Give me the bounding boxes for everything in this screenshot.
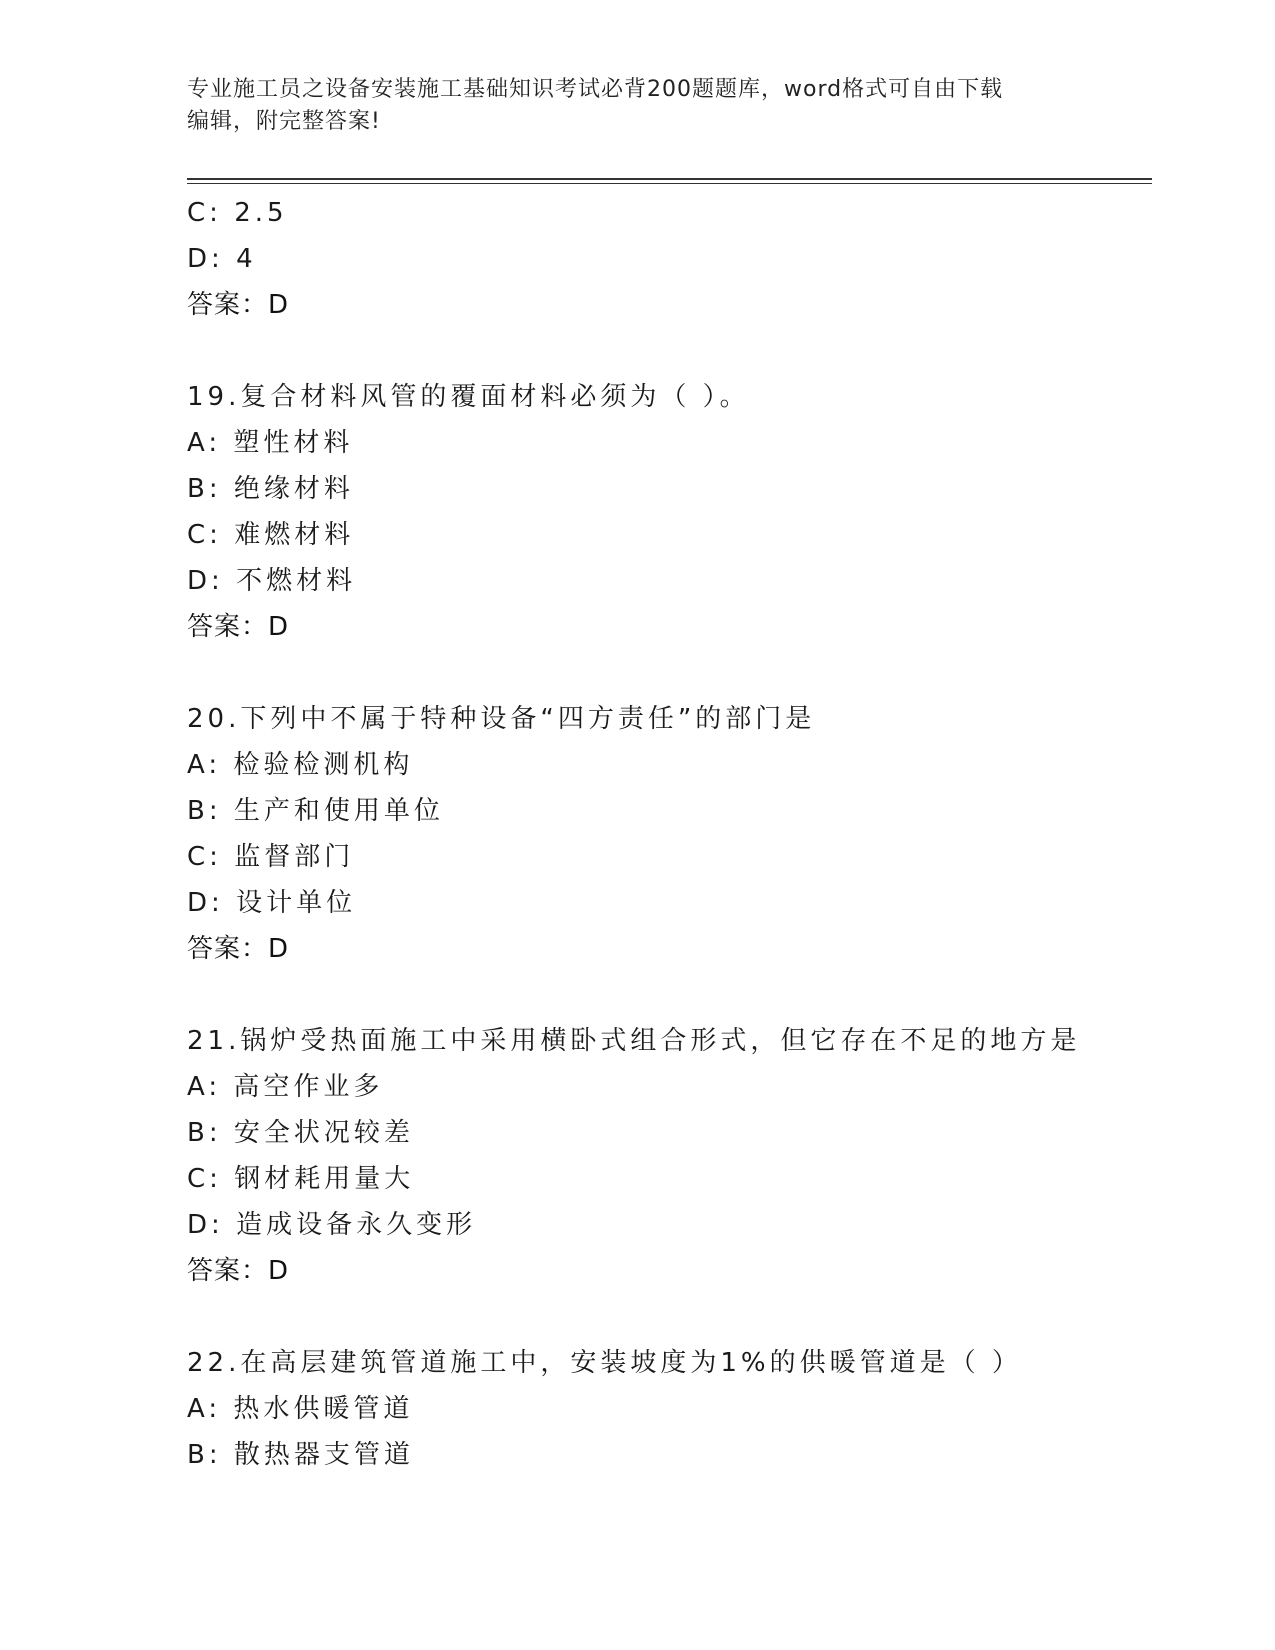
header-line-1: 专业施工员之设备安装施工基础知识考试必背200题题库，word格式可自由下载 [187,77,1004,102]
question-stem: 22.在高层建筑管道施工中，安装坡度为1%的供暖管道是（ ） [187,1348,1022,1378]
option-c: C: 监督部门 [187,842,355,872]
question-stem: 21.锅炉受热面施工中采用横卧式组合形式，但它存在不足的地方是 [187,1026,1081,1056]
question-stem: 19.复合材料风管的覆面材料必须为（ ）。 [187,382,750,412]
option-c: C: 2.5 [187,198,288,228]
header-rule-thin [187,183,1152,184]
option-d: D: 不燃材料 [187,566,357,596]
option-a: A: 高空作业多 [187,1072,384,1102]
question-stem: 20.下列中不属于特种设备“四方责任”的部门是 [187,704,816,734]
header-rule-thick [187,178,1152,180]
question-22 [187,1340,1152,1478]
answer-line: 答案：D [187,1256,290,1286]
answer-line: 答案：D [187,934,290,964]
option-c: C: 难燃材料 [187,520,355,550]
option-d: D: 设计单位 [187,888,357,918]
option-d: D: 造成设备永久变形 [187,1210,477,1240]
document-body [187,190,1152,1478]
question-21 [187,1018,1152,1294]
header-line-2: 编辑，附完整答案! [187,109,381,134]
question-20 [187,696,1152,972]
document-header [187,74,1087,138]
option-c: C: 钢材耗用量大 [187,1164,415,1194]
option-a: A: 热水供暖管道 [187,1394,414,1424]
option-b: B: 生产和使用单位 [187,796,444,826]
option-b: B: 安全状况较差 [187,1118,414,1148]
option-b: B: 散热器支管道 [187,1440,414,1470]
option-a: A: 检验检测机构 [187,750,414,780]
option-d: D: 4 [187,244,257,274]
option-a: A: 塑性材料 [187,428,354,458]
question-19 [187,374,1152,650]
prev-question-block [187,190,1152,328]
option-b: B: 绝缘材料 [187,474,354,504]
answer-line: 答案：D [187,290,290,320]
answer-line: 答案：D [187,612,290,642]
